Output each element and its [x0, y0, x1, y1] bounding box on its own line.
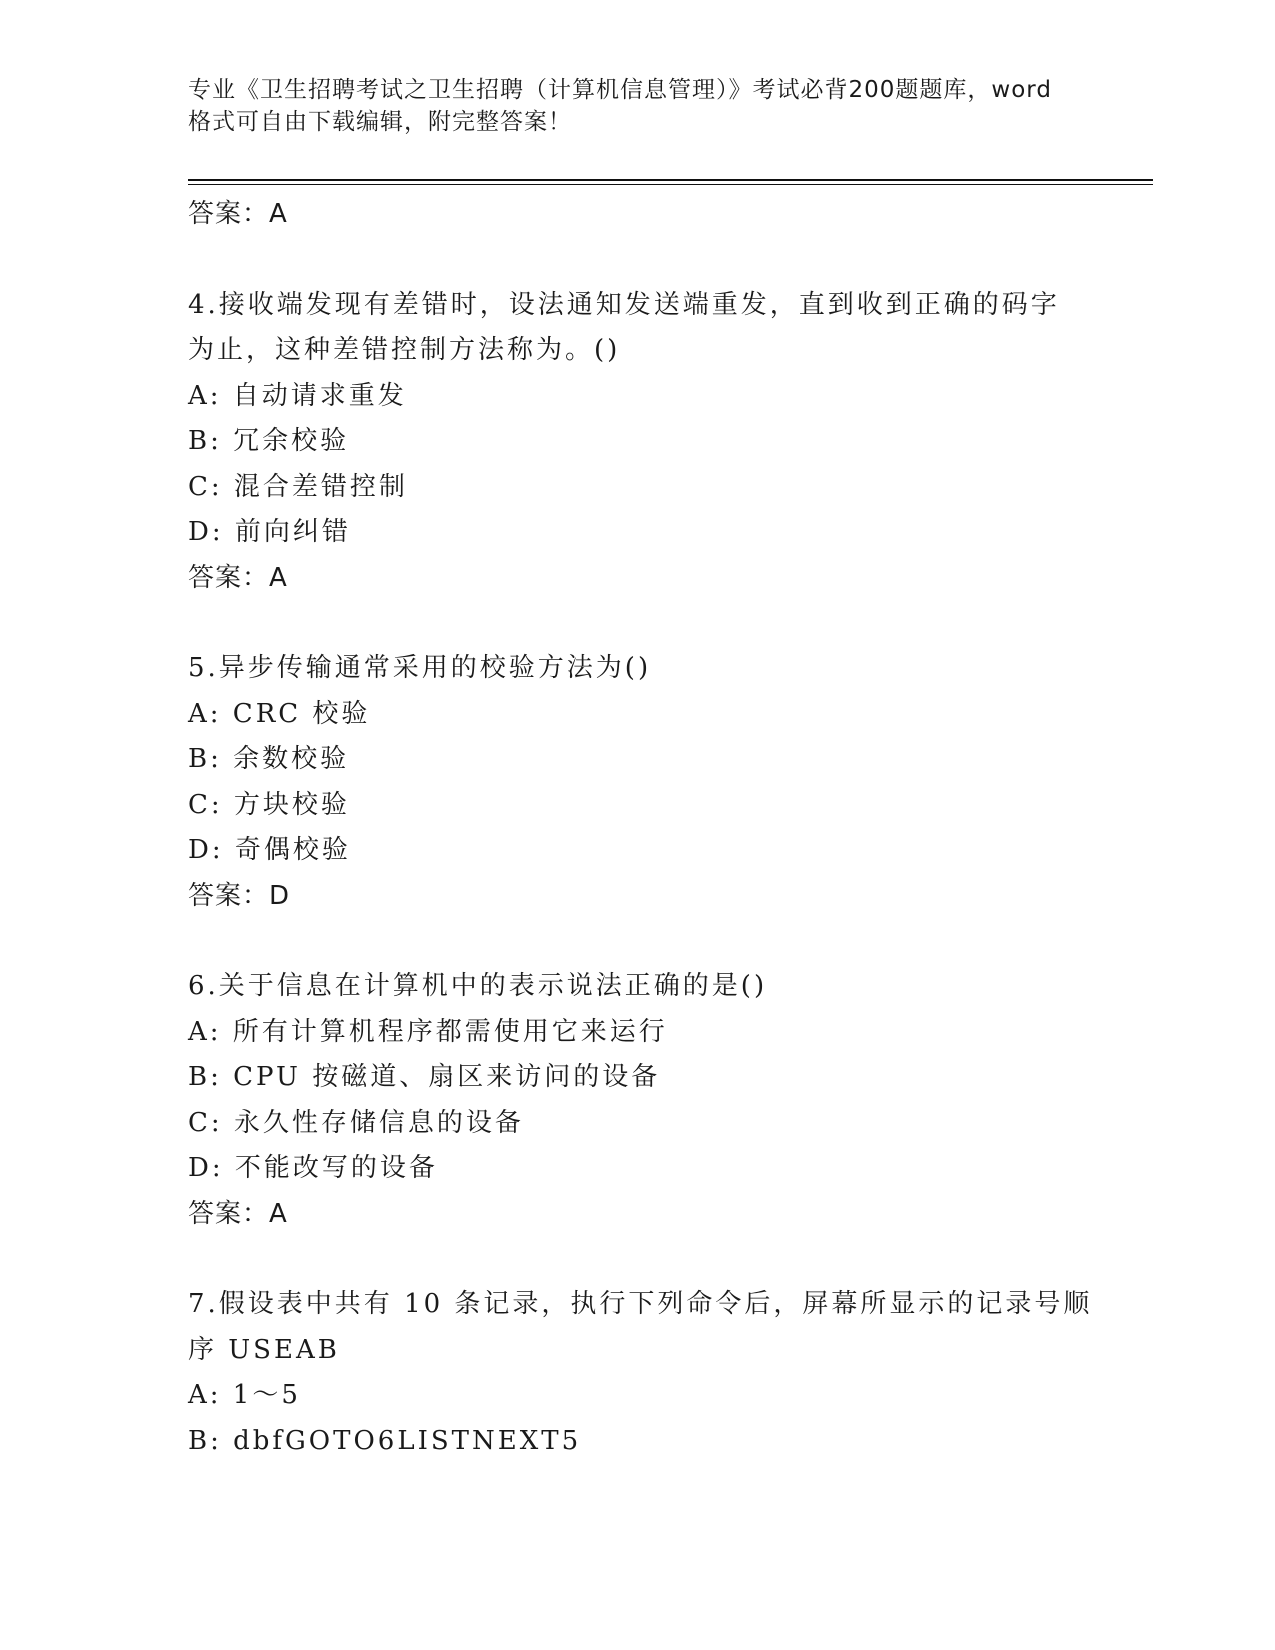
question-6 — [188, 964, 1088, 1237]
question-text-line: 6.关于信息在计算机中的表示说法正确的是() — [188, 971, 768, 1001]
option-a: A: CRC 校验 — [188, 698, 371, 729]
question-text-line: 4.接收端发现有差错时，设法通知发送端重发，直到收到正确的码字 — [188, 289, 1060, 320]
document-body — [188, 192, 1093, 1464]
answer-prefix: 答案： — [188, 562, 270, 593]
header-line-2: 格式可自由下载编辑，附完整答案！ — [188, 109, 572, 135]
answer-line — [188, 1192, 1088, 1238]
question-7 — [188, 1282, 1093, 1464]
option-a: A: 1～5 — [188, 1380, 301, 1410]
option-c: C: 永久性存储信息的设备 — [188, 1107, 524, 1138]
answer-prefix: 答案： — [188, 1198, 270, 1229]
option-d: D: 前向纠错 — [188, 517, 351, 547]
answer-value: D — [269, 880, 291, 911]
answer-line — [188, 874, 1088, 920]
question-5 — [188, 646, 1088, 919]
option-b: B: 余数校验 — [188, 744, 350, 774]
question-text-line: 为止，这种差错控制方法称为。() — [188, 335, 621, 365]
answer-value: A — [269, 1198, 288, 1229]
answer-line — [188, 556, 1088, 602]
answer-prefix: 答案： — [188, 199, 270, 229]
answer-prefix: 答案： — [188, 880, 270, 911]
option-a: A: 自动请求重发 — [188, 380, 407, 411]
option-b: B: 冗余校验 — [188, 426, 350, 456]
option-a: A: 所有计算机程序都需使用它来运行 — [188, 1016, 668, 1047]
option-d: D: 奇偶校验 — [188, 835, 351, 865]
document-header — [188, 74, 1088, 138]
header-line-1: 专业《卫生招聘考试之卫生招聘（计算机信息管理）》考试必背200题题库，word — [188, 77, 1052, 103]
answer-value: A — [269, 562, 288, 593]
question-4 — [188, 283, 1088, 602]
header-divider-thin — [188, 184, 1153, 185]
option-b: B: CPU 按磁道、扇区来访问的设备 — [188, 1062, 661, 1092]
question-text-line: 序 USEAB — [188, 1334, 340, 1365]
answer-value: A — [269, 199, 288, 229]
question-text-line: 5.异步传输通常采用的校验方法为() — [188, 653, 652, 683]
header-divider-thick — [188, 179, 1153, 181]
question-text-line: 7.假设表中共有 10 条记录，执行下列命令后，屏幕所显示的记录号顺 — [188, 1289, 1093, 1319]
option-c: C: 混合差错控制 — [188, 471, 408, 502]
option-c: C: 方块校验 — [188, 789, 350, 820]
answer-line — [188, 192, 1088, 238]
option-b: B: dbfGOTO6LISTNEXT5 — [188, 1425, 582, 1456]
option-d: D: 不能改写的设备 — [188, 1153, 438, 1183]
